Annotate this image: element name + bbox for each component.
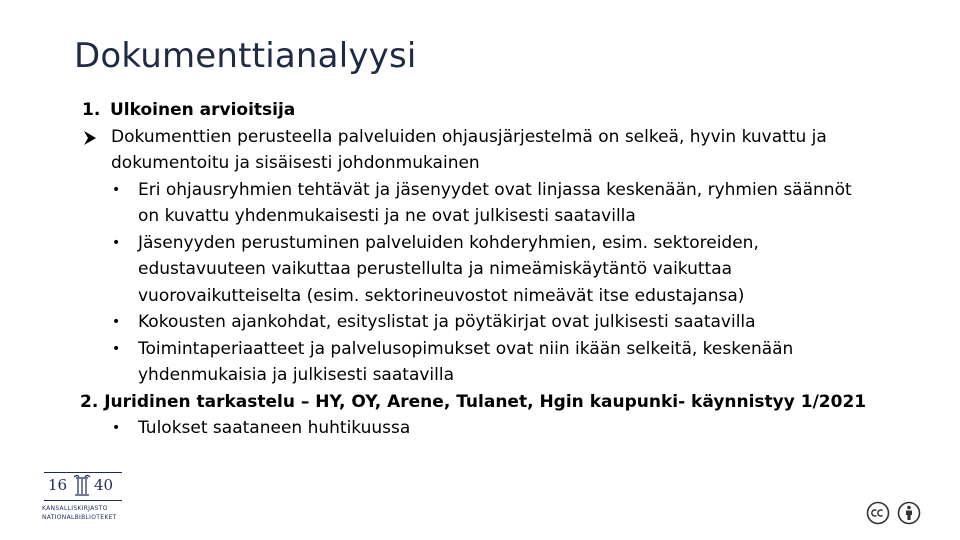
- arrow-point-line-2: dokumentoitu ja sisäisesti johdonmukainen: [111, 153, 480, 173]
- logo-year-right: 40: [94, 476, 114, 494]
- list-item-line: Kokousten ajankohdat, esityslistat ja pöytäkirjat ovat julkisesti saatavilla: [138, 312, 756, 332]
- slide-content: [82, 97, 952, 442]
- list-item: [82, 415, 952, 442]
- section-1-title: Ulkoinen arvioitsija: [110, 100, 296, 120]
- logo-text-sv: NATIONALBIBLIOTEKET: [42, 514, 117, 521]
- column-icon: [73, 474, 91, 496]
- logo-rule: [44, 472, 122, 473]
- section-1-number: 1.: [82, 100, 101, 120]
- logo-rule: [44, 500, 122, 501]
- attribution-icon: [897, 501, 921, 525]
- slide-title: Dokumenttianalyysi: [74, 36, 417, 76]
- bullet-icon: •: [112, 340, 121, 357]
- bullet-icon: •: [112, 234, 121, 251]
- arrow-point: [82, 124, 952, 177]
- list-item-line: Jäsenyyden perustuminen palveluiden kohderyhmien, esim. sektoreiden,: [138, 232, 759, 253]
- section-1-heading: [82, 97, 952, 124]
- section-2-heading: 2. Juridinen tarkastelu – HY, OY, Arene, Tulanet, Hgin kaupunki- käynnistyy 1/2021: [80, 391, 867, 412]
- arrow-point-line-1: Dokumenttien perusteella palveluiden ohjausjärjestelmä on selkeä, hyvin kuvattu ja: [111, 126, 827, 147]
- list-item: [82, 336, 952, 389]
- list-item-line: edustavuuteen vaikuttaa perustellulta ja nimeämiskäytäntö vaikuttaa: [138, 259, 733, 279]
- bullet-icon: •: [112, 314, 121, 330]
- list-item: [82, 177, 952, 230]
- license-icons: [866, 501, 922, 525]
- list-item-line: vuorovaikutteiselta (esim. sektorineuvostot nimeävät itse edustajansa): [138, 285, 745, 306]
- list-item-line: yhdenmukaisia ja julkisesti saatavilla: [138, 365, 455, 385]
- logo-year-left: 16: [48, 476, 68, 494]
- logo-text-fi: KANSALLISKIRJASTO: [42, 505, 108, 512]
- bullet-icon: •: [112, 420, 121, 436]
- list-item-line: on kuvattu yhdenmukaisesti ja ne ovat julkisesti saatavilla: [138, 206, 636, 226]
- list-item: [82, 309, 952, 336]
- list-item: [82, 230, 952, 310]
- cc-icon: [866, 501, 890, 525]
- list-item-line: Tulokset saataneen huhtikuussa: [138, 418, 411, 438]
- list-item-line: Eri ohjausryhmien tehtävät ja jäsenyydet ovat linjassa keskenään, ryhmien säännöt: [138, 179, 852, 200]
- list-item-line: Toimintaperiaatteet ja palvelusopimukset ovat niin ikään selkeitä, keskenään: [138, 338, 794, 359]
- library-logo: [40, 470, 126, 528]
- bullet-icon: •: [112, 181, 121, 198]
